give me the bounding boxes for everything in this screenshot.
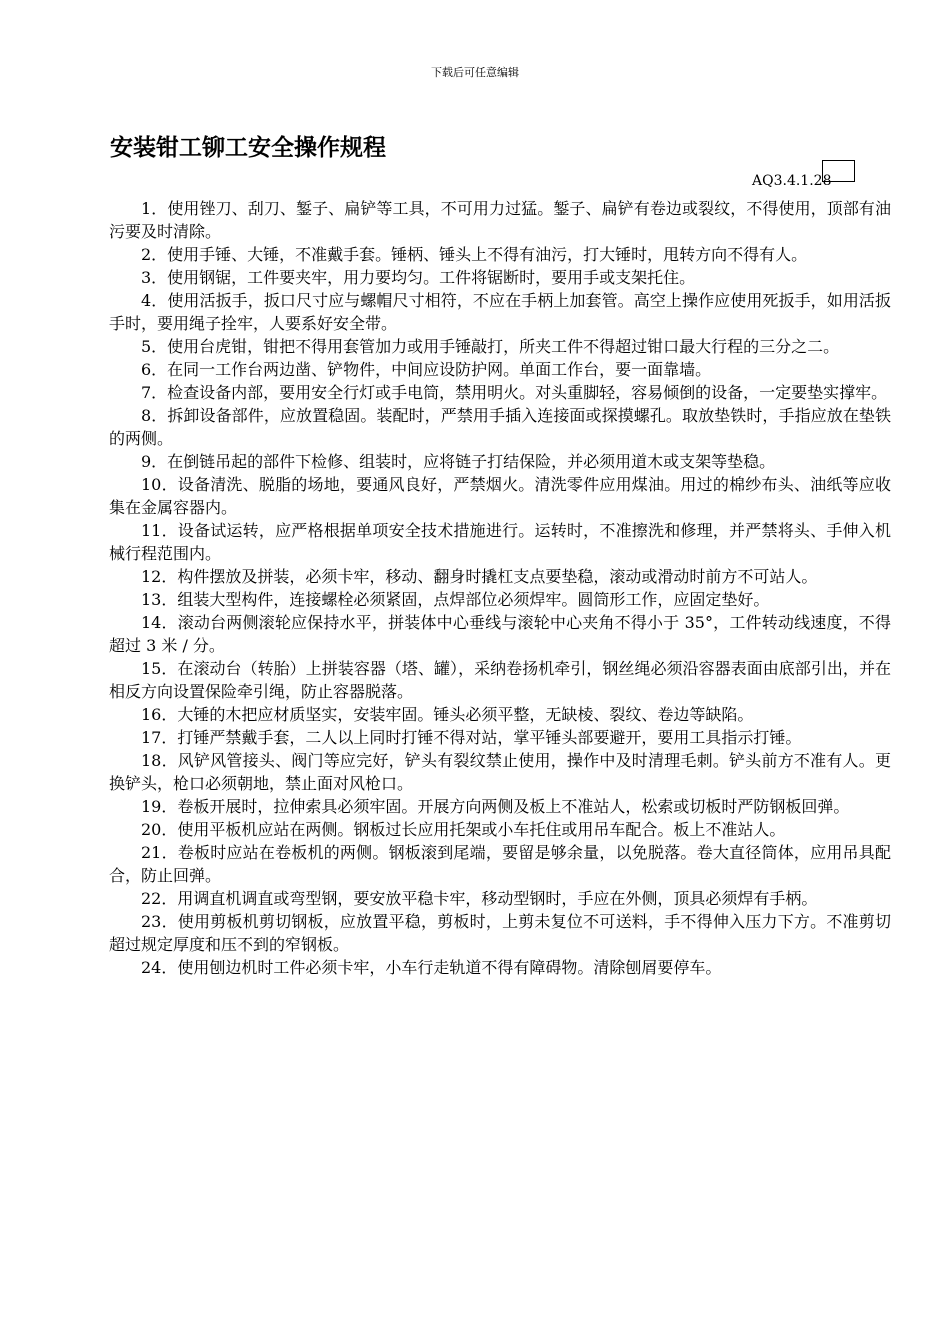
document-code: AQ3.4.1.28 [752, 173, 832, 189]
document-title: 安装钳工铆工安全操作规程 [110, 135, 386, 161]
regulation-item: 2．使用手锤、大锤，不准戴手套。锤柄、锤头上不得有油污，打大锤时，甩转方向不得有人。 [141, 245, 808, 264]
regulation-item: 4．使用活扳手，扳口尺寸应与螺帽尺寸相符，不应在手柄上加套管。高空上操作应使用死扳手，如用活扳手时，要用绳子拴牢，人要系好安全带。 [109, 291, 891, 333]
regulation-item: 17．打锤严禁戴手套，二人以上同时打锤不得对站，掌平锤头部要避开，要用工具指示打锤。 [141, 728, 802, 747]
regulation-item: 5．使用台虎钳，钳把不得用套管加力或用手锤敲打，所夹工件不得超过钳口最大行程的三分之二。 [141, 337, 840, 356]
page-header-note: 下载后可任意编辑 [431, 66, 519, 79]
regulation-item: 12．构件摆放及拼装，必须卡牢，移动、翻身时撬杠支点要垫稳，滚动或滑动时前方不可站人。 [141, 567, 818, 586]
regulation-item: 6．在同一工作台两边凿、铲物件，中间应设防护网。单面工作台，要一面靠墙。 [141, 360, 712, 379]
regulation-item: 3．使用钢锯，工件要夹牢，用力要均匀。工件将锯断时，要用手或支架托住。 [141, 268, 696, 287]
regulation-item: 16．大锤的木把应材质坚实，安装牢固。锤头必须平整，无缺棱、裂纹、卷边等缺陷。 [141, 705, 754, 724]
regulation-item: 7．检查设备内部，要用安全行灯或手电筒，禁用明火。对头重脚轻，容易倾倒的设备，一定要垫实撑牢。 [141, 383, 888, 402]
regulation-item: 8．拆卸设备部件，应放置稳固。装配时，严禁用手插入连接面或探摸螺孔。取放垫铁时，手指应放在垫铁的两侧。 [109, 406, 891, 448]
regulation-item: 18．风铲风管接头、阀门等应完好，铲头有裂纹禁止使用，操作中及时清理毛刺。铲头前方不准有人。更换铲头，枪口必须朝地，禁止面对风枪口。 [109, 751, 891, 793]
regulation-item: 19．卷板开展时，拉伸索具必须牢固。开展方向两侧及板上不准站人，松索或切板时严防钢板回弹。 [141, 797, 850, 816]
code-box-frame [822, 160, 855, 182]
regulation-item: 24．使用刨边机时工件必须卡牢，小车行走轨道不得有障碍物。清除刨屑要停车。 [141, 958, 722, 977]
regulation-item: 1．使用锉刀、刮刀、錾子、扁铲等工具，不可用力过猛。錾子、扁铲有卷边或裂纹，不得使用，顶部有油污要及时清除。 [109, 199, 891, 241]
regulation-item: 11．设备试运转，应严格根据单项安全技术措施进行。运转时，不准擦洗和修理，并严禁将头、手伸入机械行程范围内。 [109, 521, 891, 563]
regulation-item: 9．在倒链吊起的部件下检修、组装时，应将链子打结保险，并必须用道木或支架等垫稳。 [141, 452, 776, 471]
regulation-item: 21．卷板时应站在卷板机的两侧。钢板滚到尾端，要留是够余量，以免脱落。卷大直径筒体，应用吊具配合，防止回弹。 [109, 843, 891, 885]
regulation-item: 15．在滚动台（转胎）上拼装容器（塔、罐），采纳卷扬机牵引，钢丝绳必须沿容器表面由底部引出，并在相反方向设置保险牵引绳，防止容器脱落。 [109, 659, 891, 701]
regulation-item: 22．用调直机调直或弯型钢，要安放平稳卡牢，移动型钢时，手应在外侧，顶具必须焊有手柄。 [141, 889, 818, 908]
regulation-item: 23．使用剪板机剪切钢板，应放置平稳，剪板时，上剪未复位不可送料，手不得伸入压力下方。不准剪切超过规定厚度和压不到的窄钢板。 [109, 912, 891, 954]
regulation-item: 10．设备清洗、脱脂的场地，要通风良好，严禁烟火。清洗零件应用煤油。用过的棉纱布头、油纸等应收集在金属容器内。 [109, 475, 891, 517]
regulation-item: 14．滚动台两侧滚轮应保持水平，拼装体中心垂线与滚轮中心夹角不得小于 35°，工件转动线速度，不得超过 3 米 / 分。 [109, 613, 891, 655]
regulation-body [109, 197, 891, 979]
regulation-item: 13．组装大型构件，连接螺栓必须紧固，点焊部位必须焊牢。圆筒形工作，应固定垫好。 [141, 590, 770, 609]
regulation-item: 20．使用平板机应站在两侧。钢板过长应用托架或小车托住或用吊车配合。板上不准站人。 [141, 820, 786, 839]
